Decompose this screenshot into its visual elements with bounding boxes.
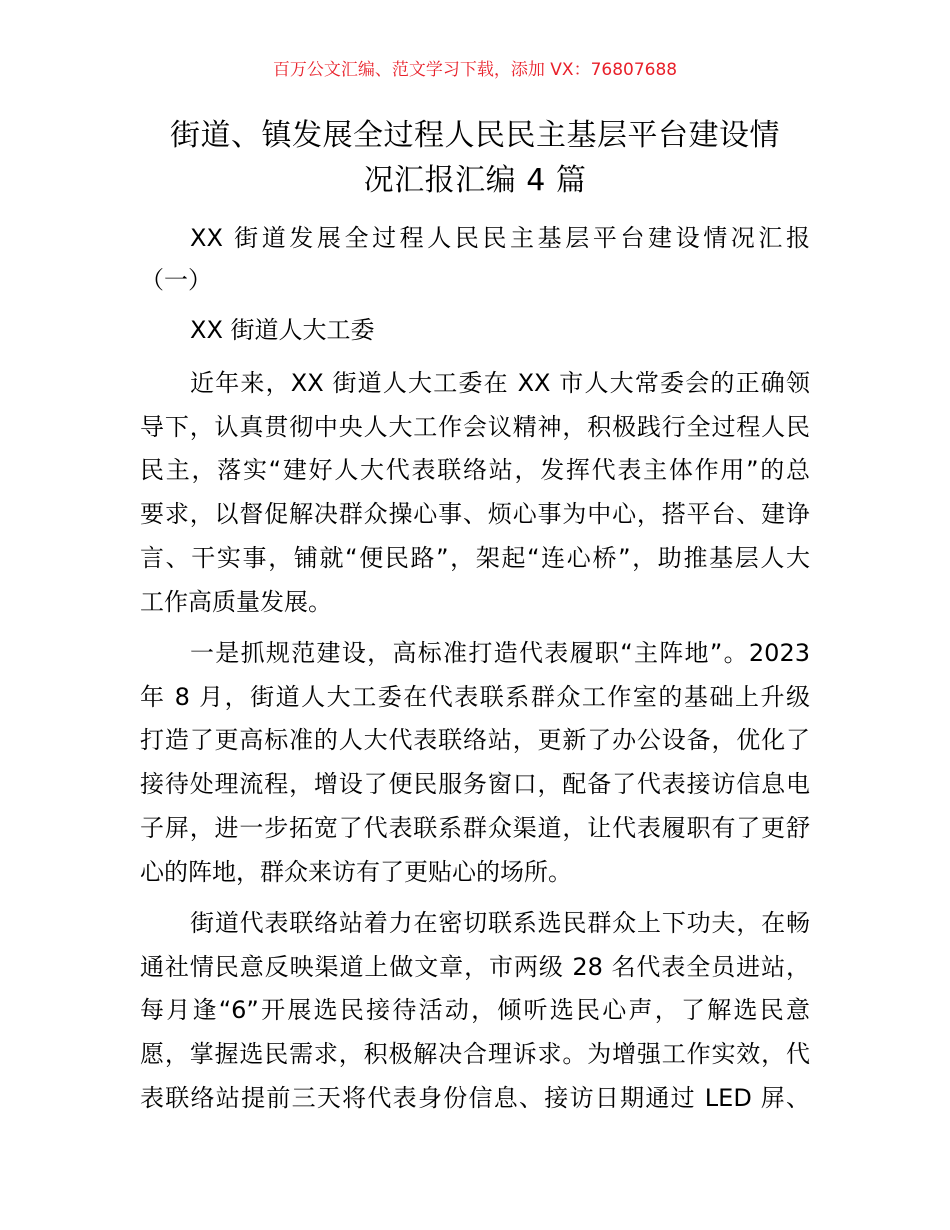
paragraph-2-line: 心的阵地，群众来访有了更贴心的场所。 bbox=[140, 858, 572, 886]
paragraph-3-line: 每月逢“6”开展选民接待活动，倾听选民心声，了解选民意 bbox=[140, 996, 810, 1024]
document-title-line-2: 况汇报汇编 4 篇 bbox=[363, 163, 587, 198]
paragraph-2-line: 接待处理流程，增设了便民服务窗口，配备了代表接访信息电 bbox=[140, 770, 810, 798]
paragraph-1-line: 工作高质量发展。 bbox=[140, 588, 332, 616]
paragraph-1-line: 言、干实事，铺就“便民路”，架起“连心桥”，助推基层人大 bbox=[140, 544, 810, 572]
document-title-line-1: 街道、镇发展全过程人民民主基层平台建设情 bbox=[170, 118, 780, 153]
paragraph-1-line: 近年来，XX 街道人大工委在 XX 市人大常委会的正确领 bbox=[190, 369, 810, 397]
watermark-banner: 百万公文汇编、范文学习下载，添加 VX：76807688 bbox=[272, 60, 678, 80]
paragraph-3-line: 表联络站提前三天将代表身份信息、接访日期通过 LED 屏、 bbox=[140, 1084, 810, 1112]
paragraph-2-line: 一是抓规范建设，高标准打造代表履职“主阵地”。2023 bbox=[190, 639, 810, 667]
section-heading-line-1: XX 街道发展全过程人民民主基层平台建设情况汇报 bbox=[190, 224, 810, 252]
paragraph-1-line: 导下，认真贯彻中央人大工作会议精神，积极践行全过程人民 bbox=[140, 413, 810, 441]
paragraph-2-line: 打造了更高标准的人大代表联络站，更新了办公设备，优化了 bbox=[140, 726, 810, 754]
paragraph-3-line: 通社情民意反映渠道上做文章，市两级 28 名代表全员进站， bbox=[140, 953, 810, 981]
section-heading-line-2: （一） bbox=[140, 266, 212, 294]
paragraph-1-line: 要求，以督促解决群众操心事、烦心事为中心，搭平台、建诤 bbox=[140, 500, 810, 528]
author-line: XX 街道人大工委 bbox=[190, 316, 375, 344]
paragraph-2-line: 年 8 月，街道人大工委在代表联系群众工作室的基础上升级 bbox=[140, 683, 810, 711]
paragraph-1-line: 民主，落实“建好人大代表联络站，发挥代表主体作用”的总 bbox=[140, 456, 810, 484]
paragraph-3-line: 街道代表联络站着力在密切联系选民群众上下功夫，在畅 bbox=[190, 909, 810, 937]
paragraph-3-line: 愿，掌握选民需求，积极解决合理诉求。为增强工作实效，代 bbox=[140, 1040, 810, 1068]
paragraph-2-line: 子屏，进一步拓宽了代表联系群众渠道，让代表履职有了更舒 bbox=[140, 814, 810, 842]
